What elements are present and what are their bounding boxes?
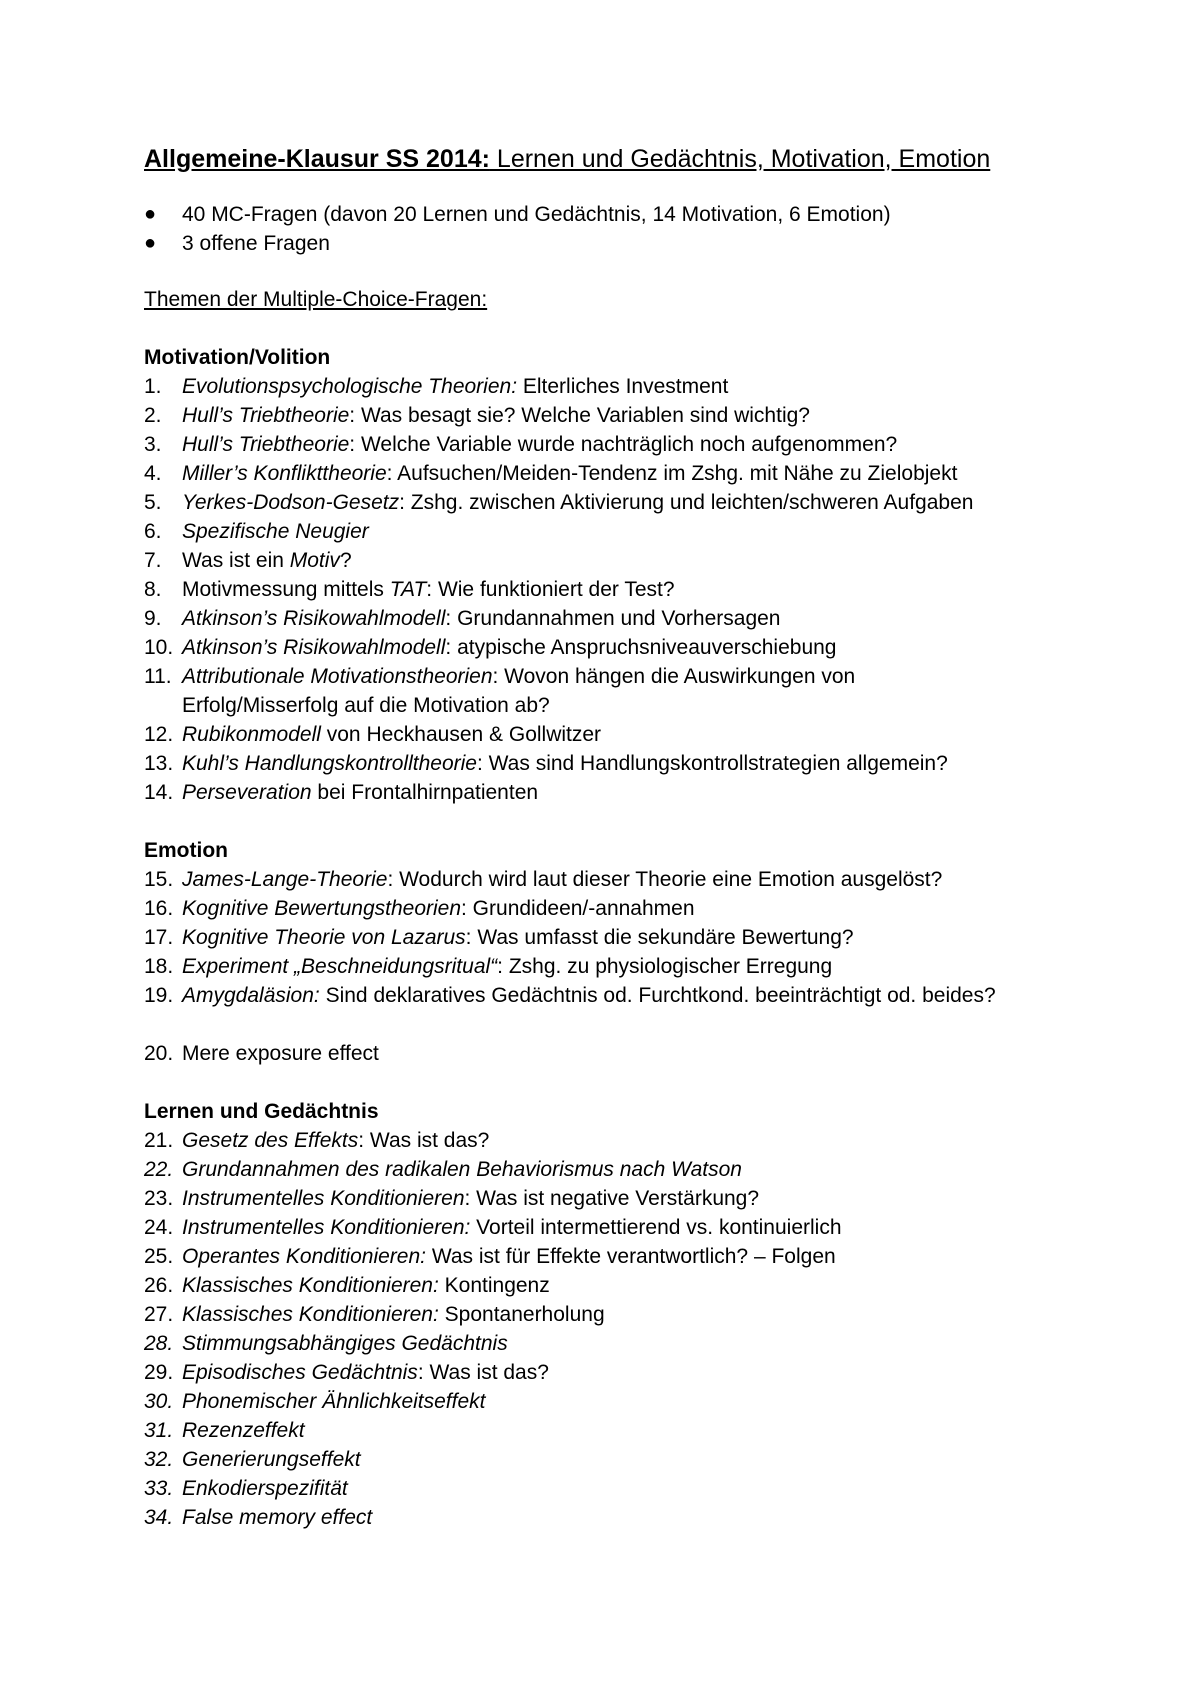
item-text: : Was besagt sie? Welche Variablen sind wichtig? — [349, 404, 810, 427]
item-text: : Was ist negative Verstärkung? — [464, 1187, 760, 1210]
list-item — [144, 662, 1084, 720]
item-number: 12. — [144, 723, 174, 746]
list-item — [144, 1300, 1084, 1329]
item-line — [182, 488, 1084, 517]
item-line — [182, 1445, 1084, 1474]
exam-format-list — [144, 200, 1084, 258]
item-number: 21. — [144, 1129, 174, 1152]
item-number: 31. — [144, 1419, 174, 1442]
item-topic: Experiment „Beschneidungsritual“ — [182, 955, 498, 978]
item-text: : Grundannahmen und Vorhersagen — [445, 607, 781, 630]
item-number: 11. — [144, 665, 172, 688]
item-number: 1. — [144, 375, 162, 398]
item-text: : Wodurch wird laut dieser Theorie eine Emotion ausgelöst? — [387, 868, 943, 891]
item-number: 23. — [144, 1187, 174, 1210]
item-number: 20. — [144, 1042, 174, 1065]
item-number: 14. — [144, 781, 174, 804]
bullet-icon: ● — [144, 232, 157, 254]
list-item — [144, 1155, 1084, 1184]
item-line — [182, 1184, 1084, 1213]
list-item — [144, 430, 1084, 459]
item-line — [182, 894, 1084, 923]
list-item — [144, 517, 1084, 546]
item-topic: Kuhl’s Handlungskontrolltheorie — [182, 752, 477, 775]
list-item — [144, 952, 1084, 981]
item-text: : Grundideen/-annahmen — [461, 897, 695, 920]
item-topic: Perseveration — [182, 781, 312, 804]
item-topic: Enkodierspezifität — [182, 1477, 348, 1500]
item-line — [182, 633, 1084, 662]
document-title — [144, 143, 1084, 175]
list-item — [144, 1213, 1084, 1242]
item-topic: Atkinson’s Risikowahlmodell — [182, 607, 446, 630]
title-rest-part: Lernen und Gedächtnis, Motivation, Emotion — [489, 145, 991, 173]
item-topic: Amygdaläsion: — [182, 984, 320, 1007]
item-topic: Hull’s Triebtheorie — [182, 433, 350, 456]
section-heading-motivation: Motivation/Volition — [144, 346, 331, 369]
item-topic: Klassisches Konditionieren: — [182, 1274, 439, 1297]
item-text: Was ist für Effekte verantwortlich? – Folgen — [426, 1245, 836, 1268]
item-number: 2. — [144, 404, 162, 427]
list-item — [144, 604, 1084, 633]
list-item — [144, 488, 1084, 517]
item-number: 22. — [144, 1158, 174, 1181]
item-line — [182, 720, 1084, 749]
item-number: 34. — [144, 1506, 174, 1529]
item-line — [182, 1213, 1084, 1242]
motivation-question-list — [144, 372, 1084, 807]
list-item — [144, 1358, 1084, 1387]
exam-format-item — [144, 229, 1084, 258]
bullet-text: 40 MC-Fragen (davon 20 Lernen und Gedächtnis, 14 Motivation, 6 Emotion) — [182, 203, 891, 226]
item-line — [182, 1329, 1084, 1358]
item-topic: Grundannahmen des radikalen Behaviorismus nach Watson — [182, 1158, 742, 1181]
item-line — [182, 778, 1084, 807]
title-bold-part: Allgemeine-Klausur SS 2014: — [144, 145, 490, 173]
item-line — [182, 865, 1084, 894]
list-item — [144, 372, 1084, 401]
item-text: : Was ist das? — [358, 1129, 490, 1152]
item-number: 4. — [144, 462, 162, 485]
list-item — [144, 1474, 1084, 1503]
item-line — [182, 575, 1084, 604]
list-item — [144, 575, 1084, 604]
item-number: 30. — [144, 1390, 174, 1413]
item-topic: Rubikonmodell — [182, 723, 321, 746]
list-item — [144, 1039, 1084, 1068]
list-item — [144, 1126, 1084, 1155]
list-item — [144, 1184, 1084, 1213]
item-number: 7. — [144, 549, 162, 572]
item-line — [182, 1387, 1084, 1416]
item-line — [182, 1474, 1084, 1503]
item-topic: Atkinson’s Risikowahlmodell — [182, 636, 446, 659]
item-topic: Operantes Konditionieren: — [182, 1245, 426, 1268]
item-text: : Wie funktioniert der Test? — [426, 578, 675, 601]
list-item — [144, 1445, 1084, 1474]
mc-topics-heading: Themen der Multiple-Choice-Fragen: — [144, 288, 488, 311]
item-line — [182, 459, 1084, 488]
item-text: Kontingenz — [438, 1274, 550, 1297]
bullet-icon: ● — [144, 203, 157, 225]
list-item — [144, 1242, 1084, 1271]
list-item — [144, 778, 1084, 807]
item-topic: James-Lange-Theorie — [182, 868, 388, 891]
list-item — [144, 923, 1084, 952]
list-item — [144, 401, 1084, 430]
item-topic: Phonemischer Ähnlichkeitseffekt — [182, 1390, 486, 1413]
section-heading-lernen: Lernen und Gedächtnis — [144, 1100, 379, 1123]
list-item — [144, 633, 1084, 662]
spacer — [144, 807, 1084, 836]
item-number: 5. — [144, 491, 162, 514]
list-item — [144, 1387, 1084, 1416]
item-line — [182, 1155, 1084, 1184]
item-line — [182, 749, 1084, 778]
item-line — [182, 981, 1084, 1010]
item-number: 9. — [144, 607, 162, 630]
list-item — [144, 749, 1084, 778]
item-text: : Was sind Handlungskontrollstrategien allgemein? — [476, 752, 948, 775]
item-line — [182, 662, 1084, 691]
item-topic: Attributionale Motivationstheorien — [182, 665, 493, 688]
item-number: 33. — [144, 1477, 174, 1500]
item-line — [182, 952, 1084, 981]
exam-format-item — [144, 200, 1084, 229]
emotion-question-list — [144, 865, 1084, 1010]
item-line — [182, 1358, 1084, 1387]
item-text: : Was ist das? — [417, 1361, 549, 1384]
item-number: 8. — [144, 578, 162, 601]
item-topic: Miller’s Konflikttheorie — [182, 462, 387, 485]
list-item — [144, 1329, 1084, 1358]
item-text: bei Frontalhirnpatienten — [311, 781, 539, 804]
item-line — [182, 430, 1084, 459]
item-number: 15. — [144, 868, 174, 891]
item-topic: Hull’s Triebtheorie — [182, 404, 350, 427]
item-prefix: Was ist ein — [182, 549, 290, 572]
item-topic: Kognitive Bewertungstheorien — [182, 897, 462, 920]
item-line — [182, 1242, 1084, 1271]
list-item — [144, 546, 1084, 575]
item-text: Sind deklaratives Gedächtnis od. Furchtkond. beeinträchtigt od. beides? — [319, 984, 996, 1007]
item-line — [182, 517, 1084, 546]
item-number: 28. — [144, 1332, 174, 1355]
item-text: Elterliches Investment — [517, 375, 729, 398]
item-line — [182, 1503, 1084, 1532]
item-text: : Welche Variable wurde nachträglich noch aufgenommen? — [349, 433, 898, 456]
item-topic: Generierungseffekt — [182, 1448, 361, 1471]
item-number: 13. — [144, 752, 174, 775]
item-text: : Zshg. zwischen Aktivierung und leichten/schweren Aufgaben — [399, 491, 974, 514]
item-text: ? — [339, 549, 352, 572]
lernen-question-list — [144, 1126, 1084, 1532]
item-topic: False memory effect — [182, 1506, 373, 1529]
item-number: 27. — [144, 1303, 174, 1326]
item-line — [182, 604, 1084, 633]
list-item — [144, 981, 1084, 1010]
item-continuation: Erfolg/Misserfolg auf die Motivation ab? — [182, 694, 550, 717]
item-topic: Evolutionspsychologische Theorien: — [182, 375, 518, 398]
item-text: Spontanerholung — [438, 1303, 605, 1326]
list-item — [144, 894, 1084, 923]
spacer — [144, 1010, 1084, 1039]
document-page — [144, 143, 1084, 1532]
item-number: 6. — [144, 520, 162, 543]
item-text: : Aufsuchen/Meiden-Tendenz im Zshg. mit Nähe zu Zielobjekt — [386, 462, 958, 485]
item-number: 3. — [144, 433, 162, 456]
item-topic: Klassisches Konditionieren: — [182, 1303, 439, 1326]
item-text: Vorteil intermettierend vs. kontinuierlich — [470, 1216, 842, 1239]
spacer — [144, 1068, 1084, 1097]
bullet-text: 3 offene Fragen — [182, 232, 330, 255]
item-number: 32. — [144, 1448, 174, 1471]
item-topic: Instrumentelles Konditionieren: — [182, 1216, 471, 1239]
item-line — [182, 372, 1084, 401]
item-number: 25. — [144, 1245, 174, 1268]
item-prefix: Motivmessung mittels — [182, 578, 390, 601]
item-topic: Rezenzeffekt — [182, 1419, 305, 1442]
emotion-extra-list — [144, 1039, 1084, 1068]
list-item — [144, 459, 1084, 488]
item-topic: Kognitive Theorie von Lazarus — [182, 926, 466, 949]
list-item — [144, 865, 1084, 894]
item-number: 26. — [144, 1274, 174, 1297]
item-line — [182, 1300, 1084, 1329]
item-number: 10. — [144, 636, 174, 659]
item-line — [182, 1416, 1084, 1445]
item-line — [182, 923, 1084, 952]
item-text: : atypische Anspruchsniveauverschiebung — [445, 636, 837, 659]
item-number: 29. — [144, 1361, 174, 1384]
item-text: Mere exposure effect — [182, 1042, 379, 1065]
item-text: : Wovon hängen die Auswirkungen von — [492, 665, 856, 688]
item-number: 18. — [144, 955, 174, 978]
item-number: 16. — [144, 897, 174, 920]
item-line — [182, 1126, 1084, 1155]
item-topic: Spezifische Neugier — [182, 520, 369, 543]
item-number: 19. — [144, 984, 174, 1007]
item-text: : Zshg. zu physiologischer Erregung — [497, 955, 833, 978]
item-number: 24. — [144, 1216, 174, 1239]
item-line — [182, 1271, 1084, 1300]
item-topic: Instrumentelles Konditionieren — [182, 1187, 465, 1210]
item-line — [182, 401, 1084, 430]
item-topic: Yerkes-Dodson-Gesetz — [182, 491, 400, 514]
section-heading-emotion: Emotion — [144, 839, 228, 862]
item-topic: Motiv — [289, 549, 340, 572]
item-number: 17. — [144, 926, 174, 949]
item-text: von Heckhausen & Gollwitzer — [320, 723, 602, 746]
item-topic: Episodisches Gedächtnis — [182, 1361, 418, 1384]
item-topic: Stimmungsabhängiges Gedächtnis — [182, 1332, 508, 1355]
item-text: : Was umfasst die sekundäre Bewertung? — [465, 926, 854, 949]
list-item — [144, 1271, 1084, 1300]
list-item — [144, 1503, 1084, 1532]
list-item — [144, 720, 1084, 749]
item-line — [182, 546, 1084, 575]
item-topic: TAT — [389, 578, 427, 601]
item-topic: Gesetz des Effekts — [182, 1129, 359, 1152]
list-item — [144, 1416, 1084, 1445]
